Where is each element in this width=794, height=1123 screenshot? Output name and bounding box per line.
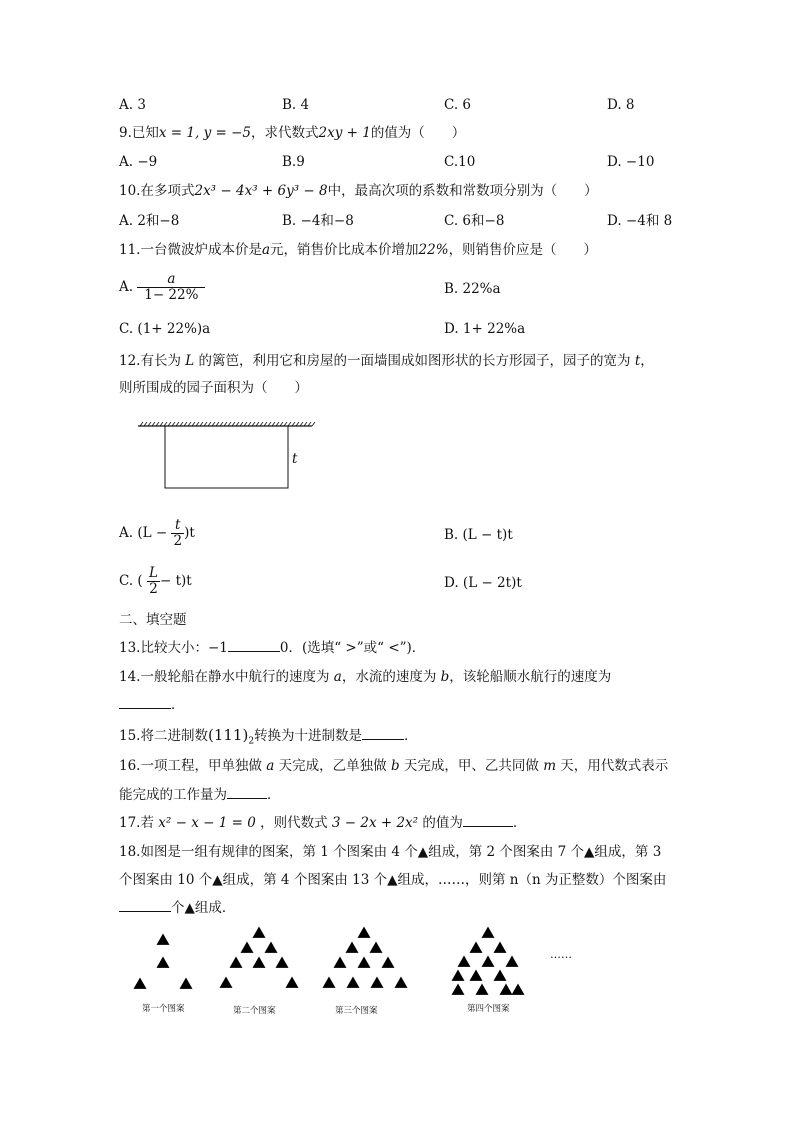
- triangle-mark: [347, 977, 360, 988]
- pattern-caption-3: 第三个图案: [335, 1006, 378, 1016]
- triangle-mark: [482, 956, 495, 967]
- question-9: 9.已知x = 1, y = −5，求代数式2xy + 1的值为（ ）: [119, 125, 466, 141]
- triangle-mark: [470, 970, 483, 981]
- q12-option-c: C. ( $\frac{L}{2}$ − t)t: [119, 565, 192, 597]
- question-14: 14.一般轮船在静水中航行的速度为 a，水流的速度为 b，该轮船顺水航行的速度为: [119, 669, 612, 685]
- triangle-mark: [323, 977, 336, 988]
- q9-expression: 2xy + 1: [318, 125, 371, 141]
- question-18-line3: 个▲组成．: [119, 899, 235, 917]
- triangle-mark: [265, 942, 278, 953]
- pattern-4: [452, 927, 525, 995]
- triangle-mark: [286, 977, 299, 988]
- q11-option-c: C. (1+ 22%)a: [119, 321, 211, 337]
- triangle-mark: [334, 957, 347, 968]
- question-17: 17.若 x² − x − 1 = 0 ，则代数式 3 − 2x + 2x² 的值为 ．: [119, 815, 527, 831]
- q8-option-b: B. 4: [282, 97, 310, 113]
- pattern-caption-2: 第二个图案: [233, 1006, 276, 1016]
- triangle-mark: [134, 978, 147, 989]
- q11-option-d: D. 1+ 22%a: [444, 321, 526, 337]
- q10-option-d: D. −4和 8: [607, 213, 673, 229]
- question-15: 15.将二进制数$(111)_2$转换为十进制数是 ．: [119, 726, 418, 747]
- q12-option-d: D. (L − 2t)t: [444, 575, 522, 591]
- triangle-mark: [494, 970, 507, 981]
- q11-option-a: A. $\frac{a}{1- 22\%}$: [119, 272, 205, 303]
- q10-option-c: C. 6和−8: [444, 213, 505, 229]
- triangle-mark: [180, 978, 193, 989]
- question-18: 18.如图是一组有规律的图案，第 1 个图案由 4 个▲组成，第 2 个图案由 7 个▲组成，第 3: [119, 844, 662, 860]
- pattern-2: [220, 927, 299, 988]
- triangle-mark: [470, 942, 483, 953]
- question-12: 12.有长为 L 的篱笆，利用它和房屋的一面墙围成如图形状的长方形园子，园子的宽为 t，: [119, 353, 654, 369]
- q8-option-a: A. 3: [119, 97, 146, 113]
- q10-polynomial: 2x³ − 4x³ + 6y³ − 8: [194, 183, 328, 199]
- triangle-mark: [452, 970, 465, 981]
- q8-option-c: C. 6: [444, 97, 472, 113]
- q12-option-a: A. (L − $\frac{t}{2}$ )t: [119, 517, 195, 549]
- triangle-mark: [458, 956, 471, 967]
- triangle-mark: [157, 957, 170, 968]
- pattern-3: [323, 927, 408, 988]
- q10-option-b: B. −4和−8: [282, 213, 354, 229]
- triangle-mark: [276, 957, 289, 968]
- question-18-line2: 个图案由 10 个▲组成，第 4 个图案由 13 个▲组成，……，则第 n（n 为正整数）个图案由: [119, 872, 667, 888]
- triangle-mark: [506, 956, 519, 967]
- q12-fig-width-label: t: [292, 451, 298, 467]
- house-wall: [138, 422, 315, 426]
- triangle-mark: [382, 957, 395, 968]
- pattern-ellipsis: ……: [550, 948, 572, 961]
- q10-option-a: A. 2和−8: [119, 213, 180, 229]
- triangle-mark: [370, 942, 383, 953]
- q9-option-b: B.9: [282, 154, 305, 170]
- question-11: 11.一台微波炉成本价是a元，销售价比成本价增加22%，则销售价应是（ ）: [119, 242, 598, 258]
- question-12-line2: 则所围成的园子面积为（ ）: [119, 380, 308, 396]
- q9-option-c: C.10: [444, 154, 476, 170]
- question-13: 13.比较大小：−1 0．(选填“ >”或“ <”)．: [119, 640, 426, 656]
- pattern-caption-1: 第一个图案: [142, 1004, 185, 1014]
- triangle-mark: [220, 977, 233, 988]
- triangle-mark: [452, 984, 465, 995]
- pattern-1: [134, 934, 193, 989]
- triangle-mark: [395, 977, 408, 988]
- triangle-mark: [230, 957, 243, 968]
- garden-rectangle: [165, 426, 288, 488]
- triangle-mark: [253, 927, 266, 938]
- triangle-mark: [157, 934, 170, 945]
- question-10: 10.在多项式2x³ − 4x³ + 6y³ − 8中，最高次项的系数和常数项分别为（ ）: [119, 183, 598, 199]
- question-16-line2: 能完成的工作量为 ．: [119, 787, 281, 803]
- triangle-mark: [371, 977, 384, 988]
- triangle-mark: [500, 984, 513, 995]
- pattern-caption-4: 第四个图案: [467, 1004, 510, 1014]
- q9-option-d: D. −10: [607, 154, 655, 170]
- triangle-mark: [358, 957, 371, 968]
- q8-option-d: D. 8: [607, 97, 635, 113]
- triangle-mark: [253, 957, 266, 968]
- q9-option-a: A. −9: [119, 154, 158, 170]
- triangle-mark: [241, 942, 254, 953]
- q11-option-b: B. 22%a: [444, 281, 501, 297]
- triangle-mark: [512, 984, 525, 995]
- question-16: 16.一项工程，甲单独做 a 天完成，乙单独做 b 天完成，甲、乙共同做 m 天，用代数式表示: [119, 758, 669, 774]
- triangle-mark: [494, 942, 507, 953]
- triangle-mark: [476, 984, 489, 995]
- section-title-fill-in: 二、填空题: [119, 612, 187, 628]
- question-14-line2: ．: [119, 696, 185, 714]
- q12-option-b: B. (L − t)t: [444, 527, 513, 543]
- triangle-mark: [482, 927, 495, 938]
- q9-condition: x = 1, y = −5: [158, 125, 251, 141]
- triangle-mark: [346, 942, 359, 953]
- triangle-mark: [358, 927, 371, 938]
